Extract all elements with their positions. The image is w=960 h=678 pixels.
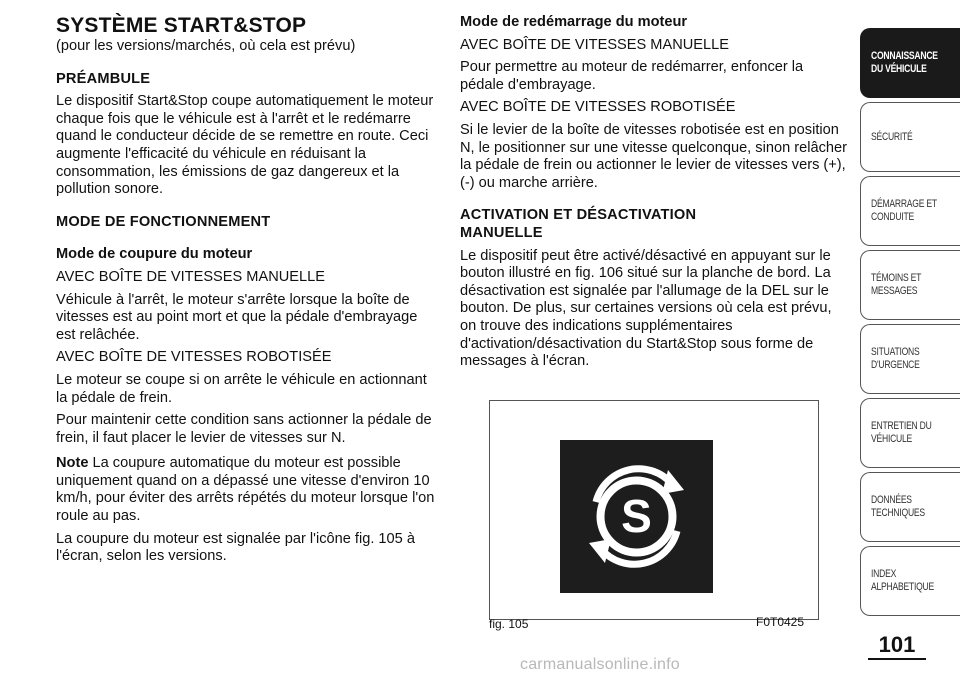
- note-label: Note: [56, 455, 89, 472]
- tab-label-line-1: TÉMOINS ET: [871, 272, 922, 284]
- tab-label-line-2: TECHNIQUES: [871, 507, 925, 519]
- tab-label-line-1: INDEX: [871, 568, 897, 580]
- activation-heading: [460, 207, 848, 242]
- tab-donnees-techniques[interactable]: [860, 472, 960, 542]
- tab-temoins-et-messages[interactable]: [860, 250, 960, 320]
- shutdown-robot-label: AVEC BOÎTE DE VITESSES ROBOTISÉE: [56, 349, 332, 366]
- preamble-text: Le dispositif Start&Stop coupe automatiquement le moteur chaque fois que le véhicule est à l'arrêt et le redémarre quand le conducteur décide de se remettre en route. Ceci augmente l'efficacité du véhicule en réduisant la consommation, les émissions de gaz dangereux et la pollution sonore.: [56, 93, 434, 198]
- figure-105: [489, 400, 819, 620]
- left-column: [56, 14, 440, 566]
- tab-label-line-1: ENTRETIEN DU: [871, 420, 932, 432]
- note: [56, 455, 440, 525]
- restart-heading: Mode de redémarrage du moteur: [460, 14, 688, 30]
- tab-label-line-2: DU VÉHICULE: [871, 63, 927, 75]
- figure-code: F0T0425: [756, 615, 805, 629]
- right-column: [460, 14, 848, 371]
- tab-label-line-2: ALPHABETIQUE: [871, 581, 934, 593]
- shutdown-manual-label: AVEC BOÎTE DE VITESSES MANUELLE: [56, 268, 325, 285]
- tab-index-alphabetique[interactable]: [860, 546, 960, 616]
- tab-label-line-1: SITUATIONS: [871, 346, 920, 358]
- figure-label: fig. 105: [489, 617, 529, 631]
- tab-label-line-1: SÉCURITÉ: [871, 130, 913, 143]
- shutdown-robot-text-2: Pour maintenir cette condition sans actionner la pédale de frein, il faut placer le levier de vitesses sur N.: [56, 412, 432, 446]
- page-title: SYSTÈME START&STOP: [56, 14, 307, 37]
- start-stop-icon-panel: [560, 440, 713, 593]
- start-stop-icon: [560, 440, 713, 593]
- start-stop-letter: S: [621, 490, 652, 542]
- watermark: carmanualsonline.info: [520, 656, 680, 673]
- chapter-sidebar: [860, 0, 960, 678]
- tab-situations-d-urgence[interactable]: [860, 324, 960, 394]
- activation-heading-line-1: ACTIVATION ET DÉSACTIVATION: [460, 207, 697, 224]
- tab-securite[interactable]: [860, 102, 960, 172]
- preamble-heading: PRÉAMBULE: [56, 70, 151, 87]
- tab-label-line-2: D'URGENCE: [871, 359, 920, 371]
- shutdown-manual-text: Véhicule à l'arrêt, le moteur s'arrête lorsque la boîte de vitesses est au point mort et que la pédale d'embrayage est relâchée.: [56, 291, 418, 343]
- activation-heading-line-2: MANUELLE: [460, 224, 543, 241]
- restart-manual-text: Pour permettre au moteur de redémarrer, enfoncer la pédale d'embrayage.: [460, 59, 804, 93]
- operation-heading: MODE DE FONCTIONNEMENT: [56, 213, 271, 230]
- restart-robot-text: Si le levier de la boîte de vitesses robotisée est en position N, le positionner sur une vitesse quelconque, sinon relâcher la pédale de frein ou actionner le levier de vitesses vers (+), (-) ou marche arrière.: [460, 121, 847, 191]
- tab-entretien-du-vehicule[interactable]: [860, 398, 960, 468]
- tab-label-line-1: CONNAISSANCE: [871, 50, 938, 62]
- tab-connaissance-du-vehicule[interactable]: [860, 28, 960, 98]
- activation-text: Le dispositif peut être activé/désactivé en appuyant sur le bouton illustré en fig. 106 situé sur la planche de bord. La désactivation est signalée par l'allumage de la DEL sur le bouton. De plus, sur certaines versions où cela est prévu, on trouve des indications supplémentaires d'activation/désactivation du Start&Stop sous forme de messages à l'écran.: [460, 247, 832, 370]
- page-number-underline: [868, 658, 926, 660]
- tab-label-line-2: MESSAGES: [871, 285, 918, 297]
- tab-label-line-2: VÉHICULE: [871, 433, 913, 445]
- tab-label-line-2: CONDUITE: [871, 211, 914, 223]
- page-number: 101: [878, 632, 916, 657]
- restart-robot-label: AVEC BOÎTE DE VITESSES ROBOTISÉE: [460, 99, 736, 116]
- shutdown-robot-text-1: Le moteur se coupe si on arrête le véhicule en actionnant la pédale de frein.: [56, 371, 427, 406]
- tab-label-line-1: DÉMARRAGE ET: [871, 198, 937, 210]
- restart-manual-label: AVEC BOÎTE DE VITESSES MANUELLE: [460, 36, 729, 53]
- note-text: La coupure automatique du moteur est possible uniquement quand on a dépassé une vitesse d'environ 10 km/h, pour éviter des arrêts répétés du moteur lorsque l'on roule au pas.: [56, 455, 435, 525]
- subtitle: (pour les versions/marchés, où cela est prévu): [56, 38, 356, 54]
- tab-demarrage-et-conduite[interactable]: [860, 176, 960, 246]
- shutdown-heading: Mode de coupure du moteur: [56, 246, 253, 263]
- icon-signal-text: La coupure du moteur est signalée par l'icône fig. 105 à l'écran, selon les versions.: [56, 530, 415, 565]
- tab-label-line-1: DONNÉES: [871, 494, 912, 506]
